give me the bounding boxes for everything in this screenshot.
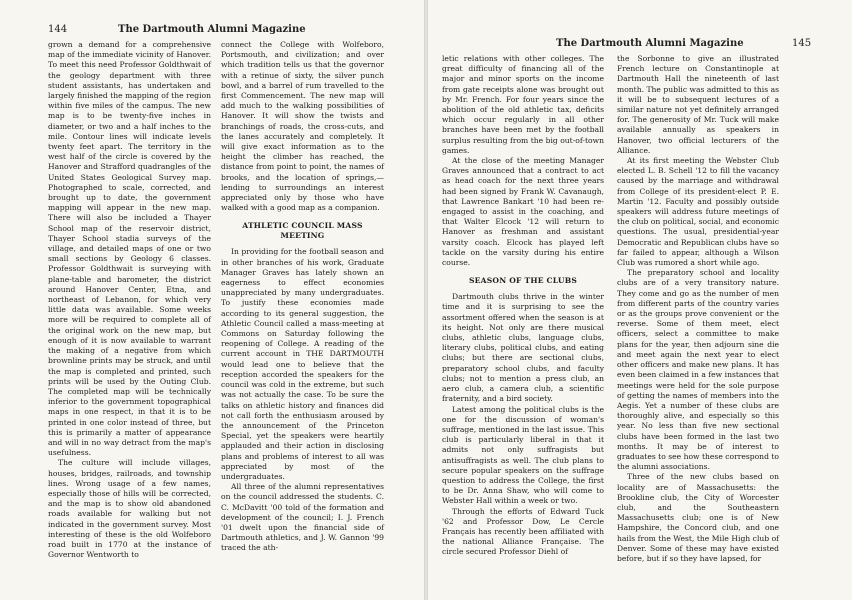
left-page-header: The Dartmouth Alumni Magazine <box>118 24 306 35</box>
section-heading-athletic-council: ATHLETIC COUNCIL MASS MEETING <box>242 221 363 241</box>
paragraph: the Sorbonne to give an illustrated French lecture on Constantinople at Dartmouth Hall the nineteenth of last month. The public was admitted to this as it will be to subsequent lectures of a similar nature not yet definitely arranged for. The generosity of Mr. Tuck will make available annually as speakers in Hanover, two official lecturers of the Alliance. <box>617 54 779 155</box>
left-column-2 <box>221 40 384 554</box>
right-page-number: 145 <box>792 38 812 49</box>
left-column-1 <box>48 40 211 560</box>
paragraph: The culture will include villages, houses, bridges, railroads, and township lines. Wrong usage of a few names, especially those of hills will be corrected, and the map is to show old abandoned roads available for walking but not indicated in the government survey. Most interesting of these is the old Wolfeboro road built in 1770 at the instance of Governor Wentworth to <box>48 458 211 560</box>
paragraph: letic relations with other colleges. The great difficulty of financing all of the major and minor sports on the income from gate receipts alone was brought out by Mr. French. For four years since the abolition of the old athletic tax, deficits which occur regularly in all other branches have been met by the football surplus resulting from the big out-of-town games. <box>442 54 604 155</box>
paragraph: All three of the alumni representatives on the council addressed the students. C. C. McDavitt '00 told of the formation and development of the council; I. J. French '01 dwelt upon the financial side of Dartmouth athletics, and J. W. Gannon '99 traced the ath- <box>221 482 384 553</box>
right-column-2 <box>617 54 779 564</box>
right-column-1 <box>442 54 604 558</box>
right-page <box>428 0 852 600</box>
right-page-header: The Dartmouth Alumni Magazine <box>556 38 744 49</box>
paragraph: At the close of the meeting Manager Graves announced that a contract to act as head coach for the next three years had been signed by Frank W. Cavanaugh, that Lawrence Bankart '10 had been re-engaged to assist in the coaching, and that Walter Elcock '12 will return to Hanover as freshman and assistant varsity coach. Elcock has played left tackle on the varsity during his entire course. <box>442 156 604 268</box>
paragraph: Latest among the political clubs is the one for the discussion of woman's suffrage, mentioned in the last issue. This club is particularly liberal in that it admits not only suffragists but antisuffragists as well. The club plans to secure popular speakers on the suffrage question to address the College, the first to be Dr. Anna Shaw, who will come to Webster Hall within a week or two. <box>442 404 604 506</box>
paragraph: Dartmouth clubs thrive in the winter time and it is surprising to see the assortment offered when the season is at its height. Not only are there musical clubs, athletic clubs, language clubs, literary clubs, political clubs, and eating clubs; but there are sectional clubs, preparatory school clubs, and faculty clubs; not to mention a press club, an aero club, a camera club, a scientific fraternity, and a bird society. <box>442 292 604 404</box>
paragraph: connect the College with Wolfeboro, Portsmouth, and civilization; and over which tradition tells us that the governor with a retinue of sixty, the silver punch bowl, and a barrel of rum travelled to the first Commencement. The new map will add much to the walking possibilities of Hanover. It will show the twists and branchings of roads, the cross-cuts, and the lanes accurately and completely. It will give exact information as to the height the climber has reached, the distance from point to point, the names of brooks, and the location of springs,—lending to surroundings an interest appreciated only by those who have walked with a good map as a companion. <box>221 40 384 213</box>
paragraph: Three of the new clubs based on locality are of Massachusetts: the Brookline club, the City of Worcester club, and the Southeastern Massachusetts club; one is of New Hampshire, the Concord club, and one hails from the West, the Mile High club of Denver. Some of these may have existed before, but if so they have lapsed, for <box>617 472 779 563</box>
paragraph: In providing for the football season and in other branches of his work, Graduate Manager Graves has lately shown an eagerness to effect economies unappreciated by many undergraduates. To justify these economies made according to its general suggestion, the Athletic Council called a mass-meeting at Commons on Saturday following the reopening of College. A reading of the current account in THE DARTMOUTH would lead one to believe that the reception accorded the speakers for the council was cold in the extreme, but such was not actually the case. To be sure the talks on athletic history and finances did not call forth the enthusiasm aroused by the announcement of the Princeton Special, yet the speakers were heartily applauded and their action in disclosing plans and problems of interest to all was appreciated by most of the undergraduates. <box>221 247 384 481</box>
paragraph: The preparatory school and locality clubs are of a very transitory nature. They come and go as the number of men from different parts of the country varies or as the groups prove convenient or the reverse. Some of them meet, elect officers, select a committee to make plans for the year, then adjourn sine die and meet again the next year to elect other officers and make new plans. It has even been claimed in a few instances that meetings were held for the sole purpose of getting the names of members into the Aegis. Yet a number of these clubs are thoroughly alive, and especially so this year. No less than five new sectional clubs have been formed in the last two months. It may be of interest to graduates to see how these correspond to the alumni associations. <box>617 268 779 472</box>
paragraph: At its first meeting the Webster Club elected L. B. Schell '12 to fill the vacancy caused by the marriage and withdrawal from College of its president-elect P. E. Martin '12. Faculty and possibly outside speakers will address future meetings of the club on political, social, and economic questions. The usual, presidential-year Democratic and Republican clubs have so far failed to appear, although a Wilson Club was rumored a short while ago. <box>617 156 779 268</box>
left-page <box>0 0 424 600</box>
left-page-number: 144 <box>48 24 68 35</box>
paragraph: Through the efforts of Edward Tuck '62 and Professor Dow, Le Cercle Français has recently been affiliated with the national Alliance Française. The circle secured Professor Diehl of <box>442 506 604 557</box>
section-heading-season-of-clubs: SEASON OF THE CLUBS <box>468 276 578 286</box>
paragraph: grown a demand for a comprehensive map of the immediate vicinity of Hanover. To meet this need Professor Goldthwait of the geology department with three student assistants, has undertaken and largely finished the mapping of the region within five miles of the campus. The new map is to be twenty-five inches in diameter, or two and a half inches to the mile. Contour lines will indicate levels twenty feet apart. The territory in the west half of the circle is covered by the Hanover and Strafford quadrangles of the United States Geological Survey map. Photographed to scale, corrected, and brought up to date, the government mapping will appear in the new map. There will also be included a Thayer School map of the reservoir district, Thayer School stadia surveys of the village, and detailed maps of one or two small sections by Geology 6 classes. Professor Goldthwait is surveying with plane-table and barometer, the district around Hanover Center, Etna, and northeast of Lebanon, for which very little data was available. Some weeks more will be required to complete all of the original work on the new map, but enough of it is now available to warrant the making of a negative from which brownline prints may be struck, and until the map is completed and printed, such prints will be used by the Outing Club. The completed map will be technically inferior to the government topographical maps in one respect, in that it is to be printed in one color instead of three, but this is primarily a matter of appearance and will in no way detract from the map's usefulness. <box>48 40 211 458</box>
